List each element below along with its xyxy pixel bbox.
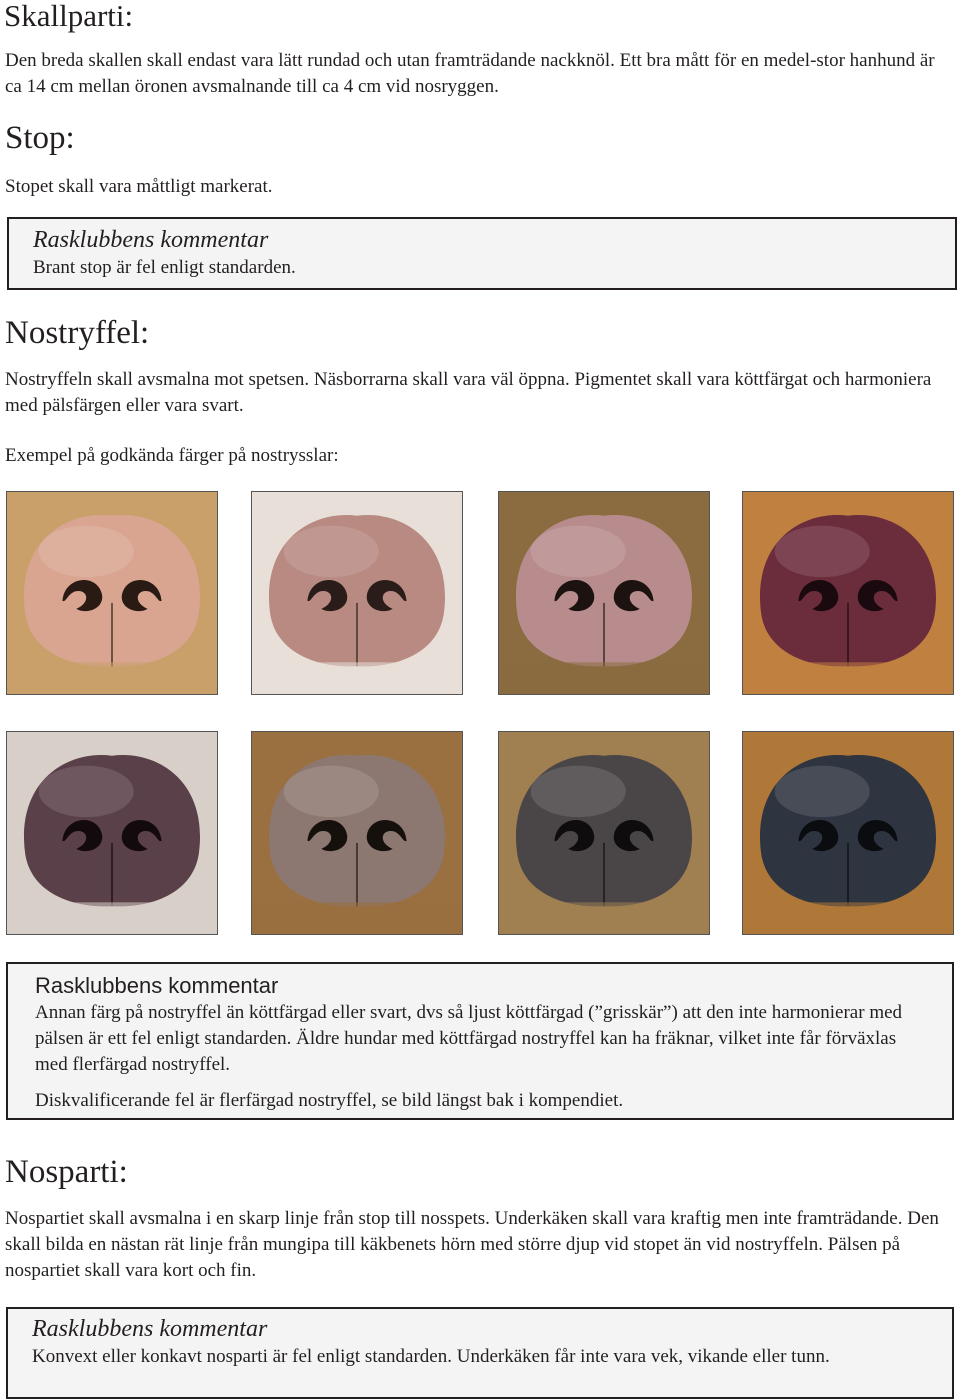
nostryffel-text: Nostryffeln skall avsmalna mot spetsen. Näsborrarna skall vara väl öppna. Pigmentet skall vara köttfärgat och harmoniera med pälsfärgen eller vara svart. [5,369,932,416]
comment-title: Rasklubbens kommentar [32,1316,268,1342]
examples-label: Exempel på godkända färger på nostrysslar: [5,445,339,466]
nose-photo [6,491,218,695]
nose-photo [498,731,710,935]
heading-nosparti: Nosparti: [5,1154,128,1190]
heading-nostryffel: Nostryffel: [5,315,150,351]
skallparti-text: Den breda skallen skall endast vara lätt rundad och utan framträdande nackknöl. Ett bra mått för en medel-stor hanhund är ca 14 cm mellan öronen avsmalnande till ca 4 cm vid nosryggen. [5,50,935,97]
comment-title: Rasklubbens kommentar [35,973,279,998]
comment-box-nostryffel [6,962,954,1120]
nose-photo [6,731,218,935]
nose-photo [251,491,463,695]
nose-photo [742,491,954,695]
heading-stop: Stop: [5,120,75,156]
comment-text-disqualifying: Diskvalificerande fel är flerfärgad nostryffel, se bild längst bak i kompendiet. [35,1090,624,1111]
nose-photo [251,731,463,935]
comment-text: Brant stop är fel enligt standarden. [33,257,296,278]
comment-text: Konvext eller konkavt nosparti är fel enligt standarden. Underkäken får inte vara vek, vikande eller tunn. [32,1346,830,1367]
comment-title: Rasklubbens kommentar [33,227,269,253]
heading-skallparti: Skallparti: [4,0,134,33]
comment-box-stop [7,217,957,290]
comment-box-nosparti [6,1307,954,1399]
comment-text: Annan färg på nostryffel än köttfärgad eller svart, dvs så ljust köttfärgad (”grisskär”) att den inte harmonierar med pälsen är ett fel enligt standarden. Äldre hundar med köttfärgad nostryffel kan ha fräknar, vilket inte får förväxlas med flerfärgad nostryffel. [35,1002,903,1075]
nosparti-text: Nospartiet skall avsmalna i en skarp linje från stop till nosspets. Underkäken skall vara kraftig men inte framträdande. Den skall bilda en nästan rät linje från mungipa till käkbenets hörn med större djup vid stopet än vid nostryffeln. Pälsen på nospartiet skall vara kort och fin. [5,1208,939,1281]
stop-text: Stopet skall vara måttligt markerat. [5,176,273,197]
nose-photo [742,731,954,935]
nose-photo [498,491,710,695]
